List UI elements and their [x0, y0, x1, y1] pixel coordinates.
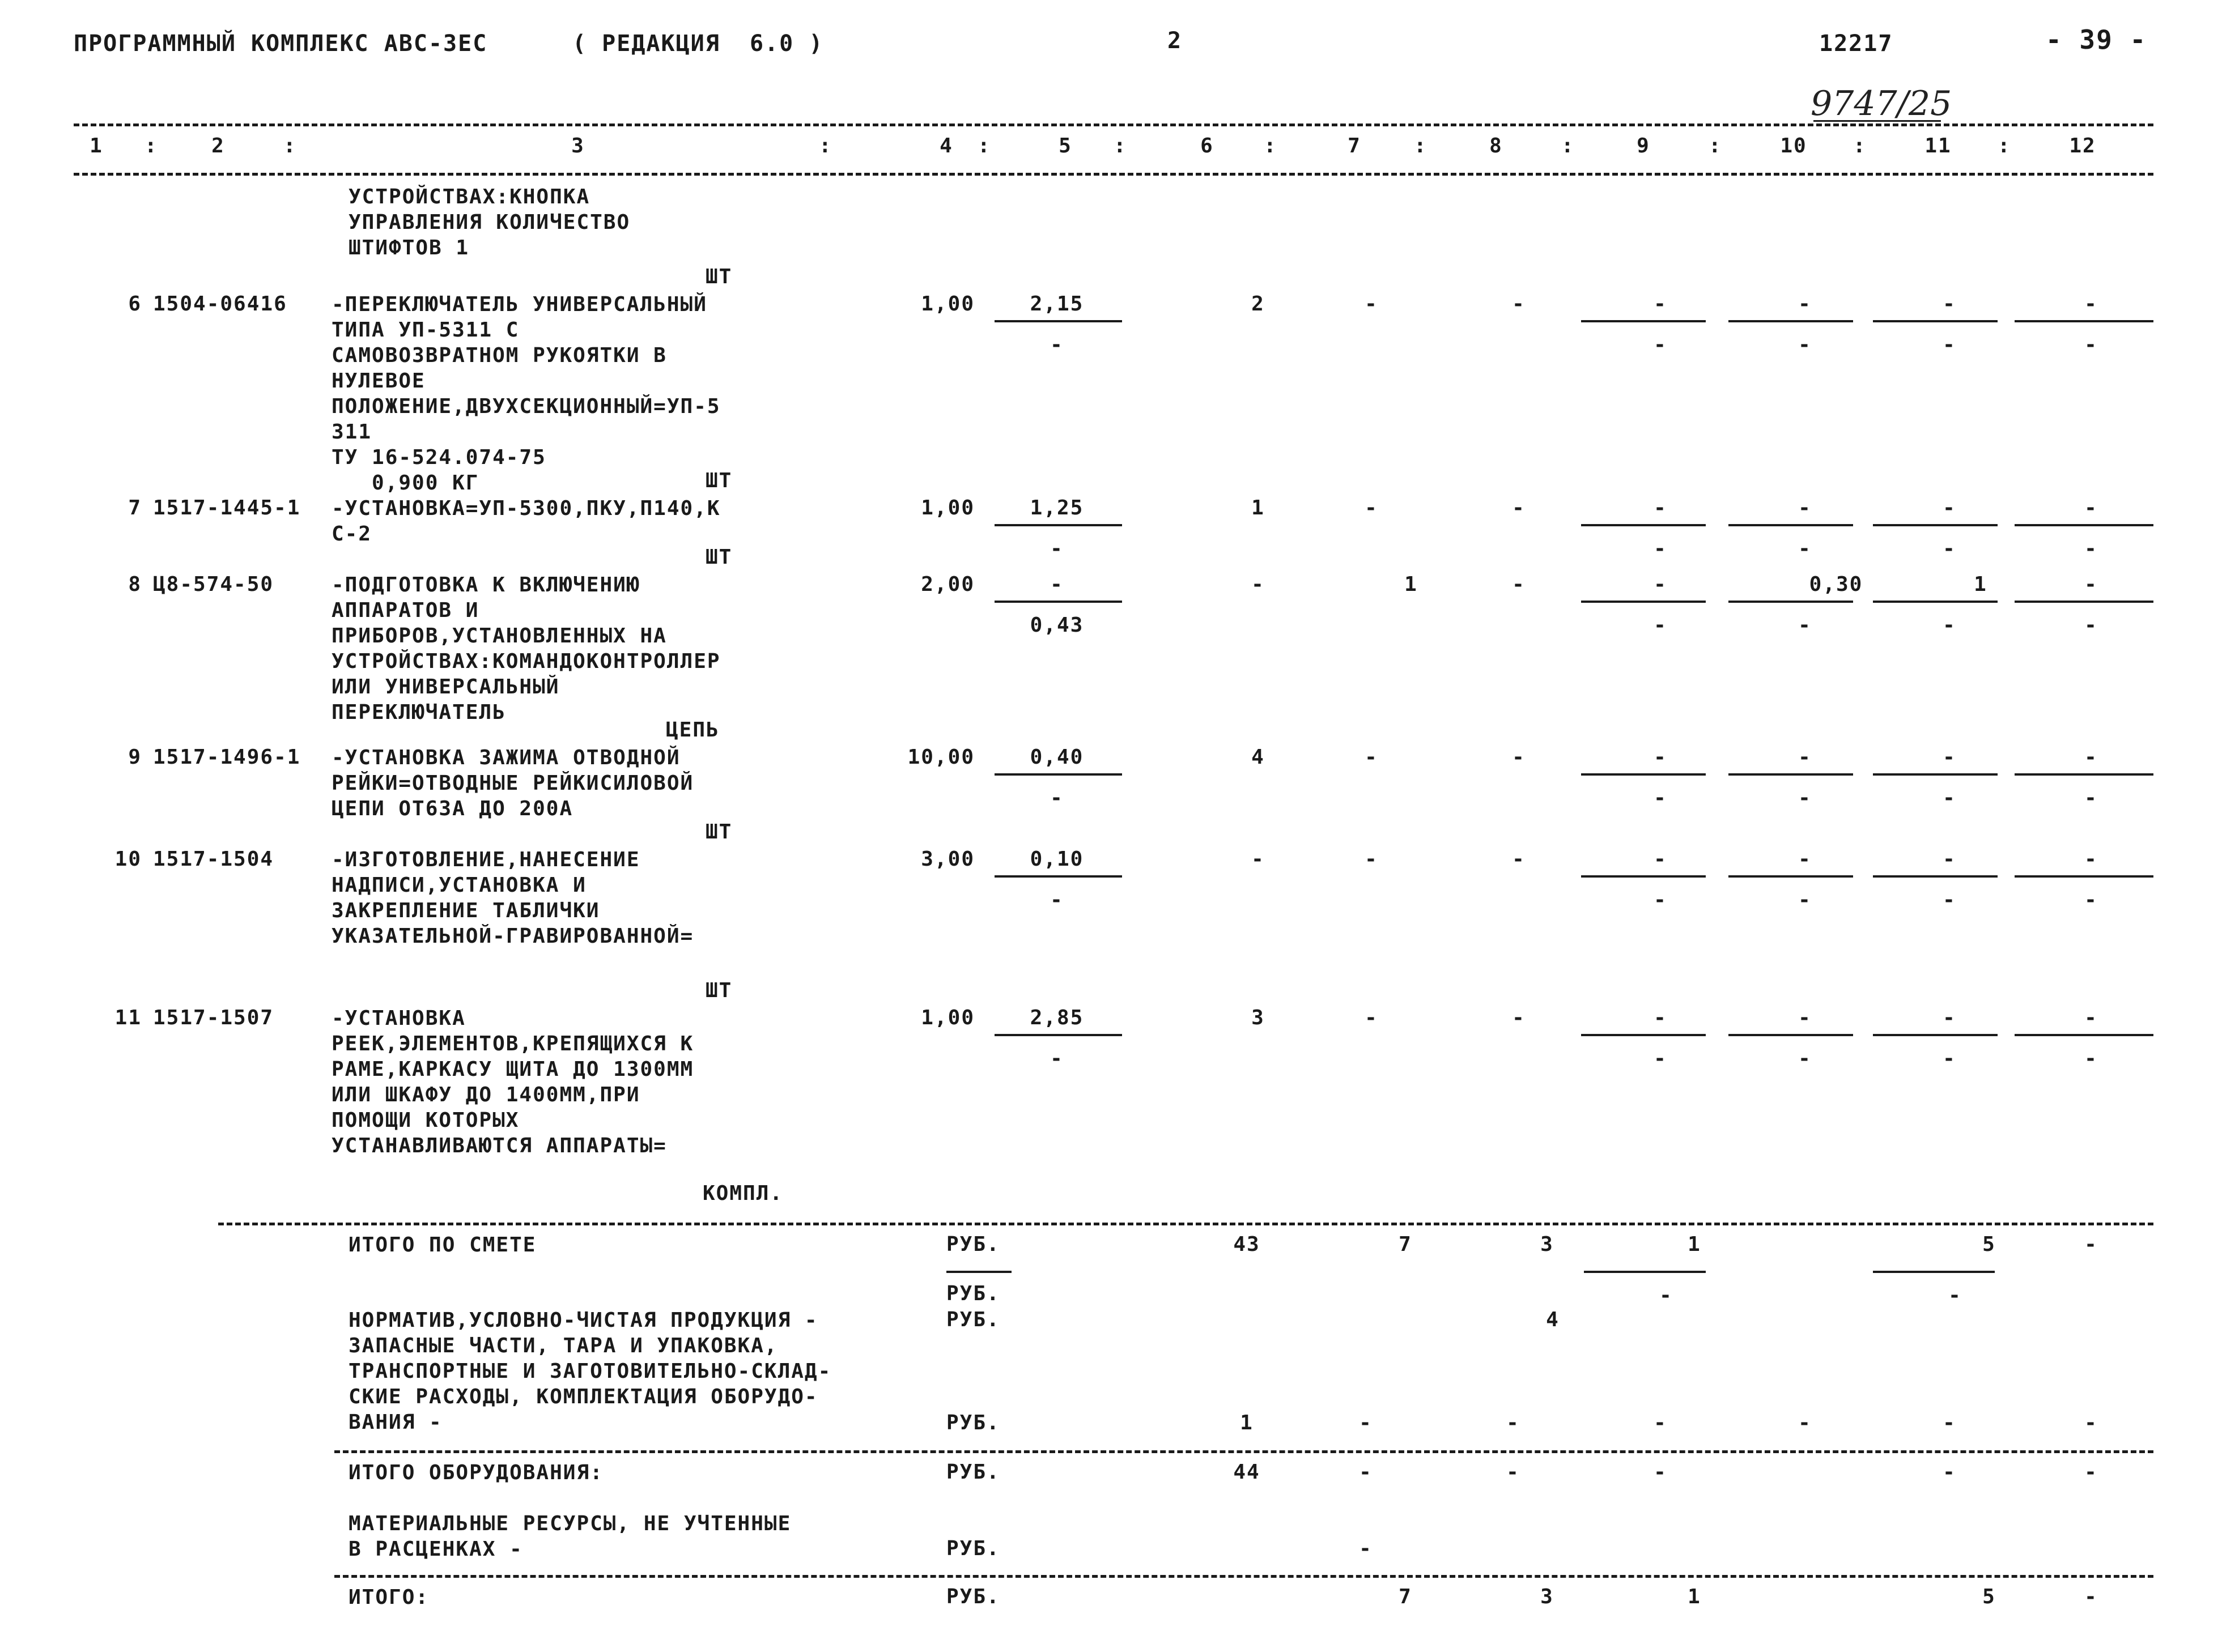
page-number: - 39 -	[2046, 24, 2147, 55]
quantity: 1,00	[921, 1006, 975, 1029]
c11-rule	[1873, 524, 1998, 526]
column-separator: :	[1998, 134, 2010, 157]
summary-smeta-col9-rule	[1584, 1271, 1706, 1273]
column-header-9: 9	[1637, 134, 1650, 157]
header-rule-top	[74, 124, 2153, 126]
c10-top: -	[1798, 746, 1812, 769]
col5-bottom: -	[1050, 786, 1064, 810]
c9-bottom: -	[1654, 786, 1667, 810]
summary-smeta-col11-rule	[1873, 1271, 1995, 1273]
col12-rule	[2015, 320, 2153, 322]
c11-rule	[1873, 320, 1998, 322]
c11-bottom: -	[1943, 333, 1956, 356]
c9-bottom: -	[1654, 1047, 1667, 1070]
c11-top: 1	[1974, 573, 1987, 596]
column-header-5: 5	[1059, 134, 1072, 157]
col7-value: -	[1365, 746, 1378, 769]
c11-top: -	[1943, 292, 1956, 316]
col7-value: -	[1365, 496, 1378, 520]
summary-total-col11: 5	[1982, 1585, 1996, 1608]
summary-norm-col12: -	[2084, 1411, 2098, 1434]
c9-top: -	[1654, 573, 1667, 596]
summary-smeta-col7: 7	[1399, 1233, 1412, 1256]
col8-value: -	[1512, 292, 1526, 316]
column-header-2: 2	[211, 134, 225, 157]
c10-rule	[1728, 1034, 1853, 1036]
item-description: -ИЗГОТОВЛЕНИЕ,НАНЕСЕНИЕ НАДПИСИ,УСТАНОВКА И ЗАКРЕПЛЕНИЕ ТАБЛИЧКИ УКАЗАТЕЛЬНОЙ-ГРАВИРОВАННОЙ=	[332, 848, 694, 948]
summary-smeta-col12: -	[2084, 1233, 2098, 1256]
row-number: 7	[128, 496, 142, 520]
item-description: -УСТАНОВКА ЗАЖИМА ОТВОДНОЙ РЕЙКИ=ОТВОДНЫЕ РЕЙКИСИЛОВОЙ ЦЕПИ ОТ63А ДО 200А	[332, 746, 694, 820]
document-code: 12217	[1819, 31, 1893, 57]
col12-rule	[2015, 875, 2153, 878]
row-number: 8	[128, 573, 142, 596]
c10-bottom: -	[1798, 1047, 1812, 1070]
c10-rule	[1728, 320, 1853, 322]
summary-smeta-col9-bot: -	[1659, 1284, 1673, 1307]
col5-rule	[995, 875, 1122, 878]
item-code: 1517-1496-1	[153, 746, 301, 769]
c11-top: -	[1943, 1006, 1956, 1029]
col12-bottom: -	[2084, 614, 2098, 637]
col5-rule	[995, 601, 1122, 603]
c9-top: -	[1654, 848, 1667, 871]
summary-rule-3	[334, 1575, 2153, 1578]
summary-norm-col10: -	[1798, 1411, 1812, 1434]
c9-bottom: -	[1654, 888, 1667, 912]
row-number: 11	[114, 1006, 142, 1029]
item-code: 1517-1445-1	[153, 496, 301, 520]
col5-bottom: -	[1050, 1047, 1064, 1070]
c10-top: -	[1798, 496, 1812, 520]
c9-bottom: -	[1654, 537, 1667, 560]
quantity: 3,00	[921, 848, 975, 871]
c11-bottom: -	[1943, 537, 1956, 560]
summary-total-col8: 3	[1540, 1585, 1554, 1608]
c11-top: -	[1943, 848, 1956, 871]
col12-rule	[2015, 773, 2153, 776]
summary-smeta-unit-underline	[946, 1271, 1012, 1273]
summary-equipment-col8: -	[1506, 1461, 1520, 1484]
col12-rule	[2015, 601, 2153, 603]
edition-label: ( РЕДАКЦИЯ 6.0 )	[572, 31, 824, 57]
c9-rule	[1581, 320, 1706, 322]
c10-top: -	[1798, 848, 1812, 871]
col7-value: 1	[1404, 573, 1418, 596]
item-description: -УСТАНОВКА=УП-5300,ПКУ,П140,К С-2	[332, 497, 721, 546]
handwritten-underline	[1813, 120, 1941, 122]
item-description: -УСТАНОВКА РЕЕК,ЭЛЕМЕНТОВ,КРЕПЯЩИХСЯ К РАМЕ,КАРКАСУ ЩИТА ДО 1300ММ ИЛИ ШКАФУ ДО 1400ММ,ПРИ ПОМОЩИ КОТОРЫХ УСТАНАВЛИВАЮТСЯ АППАРАТЫ=	[332, 1007, 694, 1157]
summary-total-unit: РУБ.	[946, 1585, 1000, 1608]
col12-rule	[2015, 1034, 2153, 1036]
c9-top: -	[1654, 496, 1667, 520]
column-separator: :	[1114, 134, 1126, 157]
col8-value: -	[1512, 1006, 1526, 1029]
col12-bottom: -	[2084, 1047, 2098, 1070]
c9-top: -	[1654, 292, 1667, 316]
row-number: 6	[128, 292, 142, 316]
unit-label: ШТ	[706, 469, 733, 492]
col12-value: -	[2084, 496, 2098, 520]
unit-label: ШТ	[706, 979, 733, 1002]
c9-rule	[1581, 601, 1706, 603]
col7-value: -	[1365, 848, 1378, 871]
summary-norm-unit2: РУБ.	[946, 1411, 1000, 1434]
summary-smeta-col9: 1	[1688, 1233, 1701, 1256]
c10-bottom: -	[1798, 888, 1812, 912]
summary-norm-col8b: -	[1506, 1411, 1520, 1434]
summary-materials-unit: РУБ.	[946, 1537, 1000, 1560]
column-separator: :	[819, 134, 831, 157]
summary-norm-label: НОРМАТИВ,УСЛОВНО-ЧИСТАЯ ПРОДУКЦИЯ - ЗАПАСНЫЕ ЧАСТИ, ТАРА И УПАКОВКА, ТРАНСПОРТНЫЕ И ЗАГОТОВИТЕЛЬНО-СКЛАД- СКИЕ РАСХОДЫ, КОМПЛЕКТАЦИЯ ОБОРУДО- ВАНИЯ -	[349, 1309, 832, 1434]
column-separator: :	[1414, 134, 1426, 157]
c11-rule	[1873, 601, 1998, 603]
summary-norm-unit1: РУБ.	[946, 1308, 1000, 1331]
col12-value: -	[2084, 292, 2098, 316]
column-header-3: 3	[571, 134, 585, 157]
summary-norm-col8: 4	[1546, 1308, 1560, 1331]
col12-value: -	[2084, 573, 2098, 596]
column-separator: :	[1561, 134, 1574, 157]
summary-smeta-unit2: РУБ.	[946, 1282, 1000, 1305]
summary-materials-col7: -	[1359, 1537, 1373, 1560]
c11-bottom: -	[1943, 786, 1956, 810]
col8-value: -	[1512, 746, 1526, 769]
col12-bottom: -	[2084, 333, 2098, 356]
summary-equipment-col6: 44	[1233, 1461, 1260, 1484]
col5-top: -	[1050, 573, 1064, 596]
col5-rule	[995, 524, 1122, 526]
col7-value: -	[1365, 292, 1378, 316]
col6-value: 1	[1251, 496, 1265, 520]
c10-bottom: -	[1798, 614, 1812, 637]
column-header-1: 1	[90, 134, 103, 157]
summary-equipment-col12: -	[2084, 1461, 2098, 1484]
col5-bottom: -	[1050, 888, 1064, 912]
row-number: 9	[128, 746, 142, 769]
c10-rule	[1728, 601, 1853, 603]
summary-equipment-label: ИТОГО ОБОРУДОВАНИЯ:	[349, 1461, 604, 1484]
quantity: 1,00	[921, 496, 975, 520]
col12-bottom: -	[2084, 537, 2098, 560]
summary-rule-2	[334, 1450, 2153, 1453]
c11-bottom: -	[1943, 888, 1956, 912]
c10-bottom: -	[1798, 333, 1812, 356]
c9-bottom: -	[1654, 614, 1667, 637]
summary-norm-col7: -	[1359, 1411, 1373, 1434]
col5-top: 2,15	[1030, 292, 1084, 316]
summary-smeta-col6: 43	[1233, 1233, 1260, 1256]
row-number: 10	[114, 848, 142, 871]
summary-norm-col6: 1	[1240, 1411, 1254, 1434]
item-code: 1504-06416	[153, 292, 287, 316]
c11-top: -	[1943, 746, 1956, 769]
summary-rule-1	[218, 1223, 2153, 1225]
unit-label: ЦЕПЬ	[666, 718, 720, 742]
quantity: 2,00	[921, 573, 975, 596]
c10-rule	[1728, 773, 1853, 776]
column-separator: :	[145, 134, 157, 157]
c10-top: -	[1798, 1006, 1812, 1029]
unit-label-final: КОМПЛ.	[703, 1182, 784, 1205]
unit-label: ШТ	[706, 546, 733, 569]
column-header-10: 10	[1780, 134, 1807, 157]
column-separator: :	[1264, 134, 1276, 157]
summary-smeta-col11: 5	[1982, 1233, 1996, 1256]
col7-value: -	[1365, 1006, 1378, 1029]
col6-value: 4	[1251, 746, 1265, 769]
summary-total-col12: -	[2084, 1585, 2098, 1608]
column-header-4: 4	[940, 134, 953, 157]
col12-value: -	[2084, 848, 2098, 871]
col5-rule	[995, 1034, 1122, 1036]
quantity: 1,00	[921, 292, 975, 316]
column-header-7: 7	[1348, 134, 1361, 157]
summary-equipment-col11: -	[1943, 1461, 1956, 1484]
summary-materials-label: МАТЕРИАЛЬНЫЕ РЕСУРСЫ, НЕ УЧТЕННЫЕ В РАСЦЕНКАХ -	[349, 1512, 792, 1561]
col12-bottom: -	[2084, 786, 2098, 810]
item-description: -ПЕРЕКЛЮЧАТЕЛЬ УНИВЕРСАЛЬНЫЙ ТИПА УП-5311 С САМОВОЗВРАТНОМ РУКОЯТКИ В НУЛЕВОЕ ПОЛОЖЕНИЕ,ДВУХСЕКЦИОННЫЙ=УП-5 311 ТУ 16-524.074-75 0,900 КГ	[332, 293, 721, 495]
c10-bottom: -	[1798, 537, 1812, 560]
summary-equipment-col7: -	[1359, 1461, 1373, 1484]
unit-label: ШТ	[706, 820, 733, 844]
summary-smeta-col11-bot: -	[1948, 1284, 1962, 1307]
item-code: 1517-1507	[153, 1006, 274, 1029]
column-separator: :	[978, 134, 990, 157]
c11-rule	[1873, 875, 1998, 878]
c11-top: -	[1943, 496, 1956, 520]
summary-equipment-unit: РУБ.	[946, 1461, 1000, 1484]
item-code: 1517-1504	[153, 848, 274, 871]
column-header-8: 8	[1489, 134, 1503, 157]
col5-top: 0,10	[1030, 848, 1084, 871]
col12-value: -	[2084, 746, 2098, 769]
c9-rule	[1581, 524, 1706, 526]
c9-top: -	[1654, 1006, 1667, 1029]
column-separator: :	[1709, 134, 1721, 157]
item-description: УСТРОЙСТВАХ:КНОПКА УПРАВЛЕНИЯ КОЛИЧЕСТВО ШТИФТОВ 1	[349, 185, 631, 259]
summary-smeta-unit: РУБ.	[946, 1233, 1000, 1256]
col5-bottom: -	[1050, 333, 1064, 356]
sheet-number: 2	[1167, 28, 1183, 54]
column-header-6: 6	[1200, 134, 1214, 157]
col5-top: 1,25	[1030, 496, 1084, 520]
c10-rule	[1728, 875, 1853, 878]
c9-rule	[1581, 1034, 1706, 1036]
summary-total-col7: 7	[1399, 1585, 1412, 1608]
c10-rule	[1728, 524, 1853, 526]
summary-equipment-col9: -	[1654, 1461, 1667, 1484]
col8-value: -	[1512, 496, 1526, 520]
col5-top: 2,85	[1030, 1006, 1084, 1029]
program-title: ПРОГРАММНЫЙ КОМПЛЕКС АВС-ЗЕС	[74, 31, 488, 57]
item-description: -ПОДГОТОВКА К ВКЛЮЧЕНИЮ АППАРАТОВ И ПРИБОРОВ,УСТАНОВЛЕННЫХ НА УСТРОЙСТВАХ:КОМАНДОКОНТРОЛЛЕР ИЛИ УНИВЕРСАЛЬНЫЙ ПЕРЕКЛЮЧАТЕЛЬ	[332, 573, 721, 724]
column-header-12: 12	[2069, 134, 2096, 157]
column-separator: :	[1853, 134, 1866, 157]
c9-rule	[1581, 875, 1706, 878]
col6-value: 3	[1251, 1006, 1265, 1029]
quantity: 10,00	[907, 746, 975, 769]
item-code: Ц8-574-50	[153, 573, 274, 596]
col5-top: 0,40	[1030, 746, 1084, 769]
column-header-11: 11	[1924, 134, 1952, 157]
col5-rule	[995, 320, 1122, 322]
c11-bottom: -	[1943, 614, 1956, 637]
c11-rule	[1873, 1034, 1998, 1036]
c9-bottom: -	[1654, 333, 1667, 356]
c11-bottom: -	[1943, 1047, 1956, 1070]
col5-bottom: -	[1050, 537, 1064, 560]
c9-rule	[1581, 773, 1706, 776]
col6-value: -	[1251, 848, 1265, 871]
col8-value: -	[1512, 848, 1526, 871]
col12-value: -	[2084, 1006, 2098, 1029]
col6-value: 2	[1251, 292, 1265, 316]
c10-top: 0,30	[1809, 573, 1863, 596]
col12-bottom: -	[2084, 888, 2098, 912]
summary-norm-col9: -	[1654, 1411, 1667, 1434]
summary-total-label: ИТОГО:	[349, 1586, 430, 1609]
col5-bottom: 0,43	[1030, 614, 1084, 637]
col5-rule	[995, 773, 1122, 776]
summary-smeta-col8: 3	[1540, 1233, 1554, 1256]
summary-norm-col11: -	[1943, 1411, 1956, 1434]
summary-total-col9: 1	[1688, 1585, 1701, 1608]
c10-bottom: -	[1798, 786, 1812, 810]
header-rule-bottom	[74, 173, 2153, 176]
col8-value: -	[1512, 573, 1526, 596]
c10-top: -	[1798, 292, 1812, 316]
unit-label: ШТ	[706, 265, 733, 288]
col6-value: -	[1251, 573, 1265, 596]
column-separator: :	[283, 134, 296, 157]
handwritten-number: 9747/25	[1811, 84, 1952, 124]
summary-smeta-label: ИТОГО ПО СМЕТЕ	[349, 1233, 537, 1257]
c11-rule	[1873, 773, 1998, 776]
c9-top: -	[1654, 746, 1667, 769]
col12-rule	[2015, 524, 2153, 526]
